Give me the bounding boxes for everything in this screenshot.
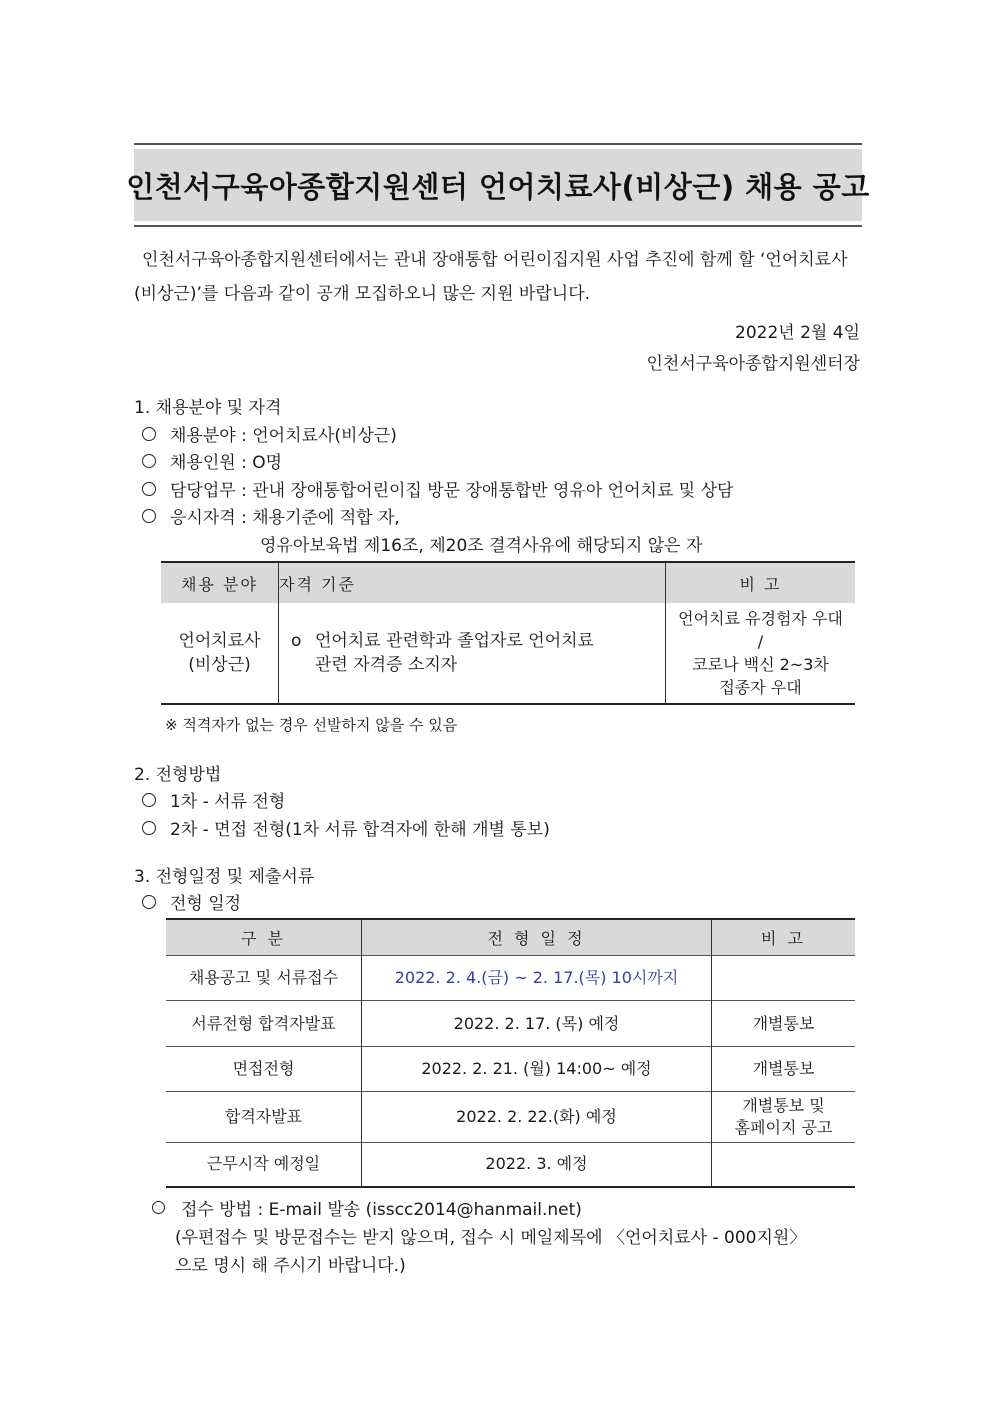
- section-1-item: 채용분야 : 언어치료사(비상근): [142, 421, 397, 446]
- stage-cell: 채용공고 및 서류접수: [166, 956, 362, 1001]
- table-row: [166, 1047, 855, 1092]
- stage-cell: 근무시작 예정일: [166, 1143, 362, 1187]
- intro-paragraph: [134, 243, 862, 311]
- schedule-cell: 2022. 3. 예정: [362, 1143, 712, 1187]
- table-header-cell: 전 형 일 정: [362, 919, 712, 956]
- table-header-cell: 비 고: [666, 562, 856, 603]
- section-3-title: 3. 전형일정 및 제출서류: [134, 867, 315, 887]
- table-header-cell: 채용 분야: [161, 562, 279, 603]
- section-1-title: 1. 채용분야 및 자격: [134, 398, 282, 418]
- criteria-cell: o 언어치료 관련학과 졸업자로 언어치료 관련 자격증 소지자: [279, 603, 666, 704]
- section-2-title: 2. 전형방법: [134, 765, 222, 785]
- circle-bullet-icon: [142, 509, 156, 523]
- remark-cell: 개별통보 및 홈페이지 공고: [712, 1092, 856, 1143]
- page-title: 인천서구육아종합지원센터 언어치료사(비상근) 채용 공고: [126, 169, 870, 204]
- table-row: [166, 956, 855, 1001]
- selection-note: ※ 적격자가 없는 경우 선발하지 않을 수 있음: [165, 716, 458, 734]
- schedule-cell: 2022. 2. 4.(금) ~ 2. 17.(목) 10시까지: [362, 956, 712, 1001]
- circle-bullet-icon: [142, 821, 156, 835]
- remark-cell: 개별통보: [712, 1001, 856, 1047]
- table-header-row: [166, 919, 855, 956]
- table-header-row: [161, 562, 855, 603]
- stage-cell: 면접전형: [166, 1047, 362, 1092]
- schedule-cell: 2022. 2. 21. (월) 14:00~ 예정: [362, 1047, 712, 1092]
- remark-cell: 개별통보: [712, 1047, 856, 1092]
- table-header-cell: 비 고: [712, 919, 856, 956]
- schedule-cell: 2022. 2. 17. (목) 예정: [362, 1001, 712, 1047]
- submission-note-line-1: (우편접수 및 방문접수는 받지 않으며, 접수 시 메일제목에 〈언어치료사 - 000지원〉: [175, 1228, 807, 1248]
- stage-cell: 서류전형 합격자발표: [166, 1001, 362, 1047]
- circle-bullet-icon: [142, 793, 156, 807]
- submission-method: 접수 방법 : E-mail 발송 (isscc2014@hanmail.net): [152, 1195, 582, 1220]
- remark-cell: [712, 956, 856, 1001]
- section-1-item: 채용인원 : O명: [142, 448, 282, 473]
- title-box: [126, 143, 870, 227]
- section-2-item: 2차 - 면접 전형(1차 서류 합격자에 한해 개별 통보): [142, 815, 550, 840]
- schedule-cell: 2022. 2. 22.(화) 예정: [362, 1092, 712, 1143]
- circle-bullet-icon: [142, 895, 156, 909]
- table-header-cell: 자격 기준: [279, 562, 666, 603]
- section-2-item: 1차 - 서류 전형: [142, 787, 285, 812]
- circle-bullet-icon: [152, 1201, 165, 1214]
- section-1-item-continuation: 영유아보육법 제16조, 제20조 결격사유에 해당되지 않은 자: [260, 536, 703, 556]
- stage-cell: 합격자발표: [166, 1092, 362, 1143]
- section-1-item: 응시자격 : 채용기준에 적합 자,: [142, 503, 400, 528]
- field-cell: 언어치료사 (비상근): [161, 603, 279, 704]
- circle-bullet-icon: [142, 482, 156, 496]
- small-circle-bullet: o: [291, 631, 302, 651]
- notice-date: 2022년 2월 4일: [735, 323, 860, 343]
- table-row: [166, 1001, 855, 1047]
- circle-bullet-icon: [142, 454, 156, 468]
- remark-cell: [712, 1143, 856, 1187]
- remark-cell: 언어치료 유경험자 우대 / 코로나 백신 2~3차 접종자 우대: [678, 609, 843, 697]
- schedule-table: [166, 918, 855, 1188]
- circle-bullet-icon: [142, 427, 156, 441]
- section-3-sub: 전형 일정: [142, 889, 241, 914]
- qualification-table: [161, 561, 855, 705]
- table-row: [161, 603, 855, 704]
- table-row: [166, 1092, 855, 1143]
- notice-signer: 인천서구육아종합지원센터장: [646, 354, 860, 374]
- title-band: [126, 149, 870, 221]
- table-row: [166, 1143, 855, 1187]
- section-1-item: 담당업무 : 관내 장애통합어린이집 방문 장애통합반 영유아 언어치료 및 상담: [142, 476, 733, 501]
- intro-line-1: 인천서구육아종합지원센터에서는 관내 장애통합 어린이집지원 사업 추진에 함께 할 ‘언어치료사: [142, 250, 848, 270]
- table-header-cell: 구 분: [166, 919, 362, 956]
- intro-line-2: (비상근)’를 다음과 같이 공개 모집하오니 많은 지원 바랍니다.: [134, 284, 591, 304]
- submission-note-line-2: 으로 명시 해 주시기 바랍니다.): [175, 1256, 406, 1276]
